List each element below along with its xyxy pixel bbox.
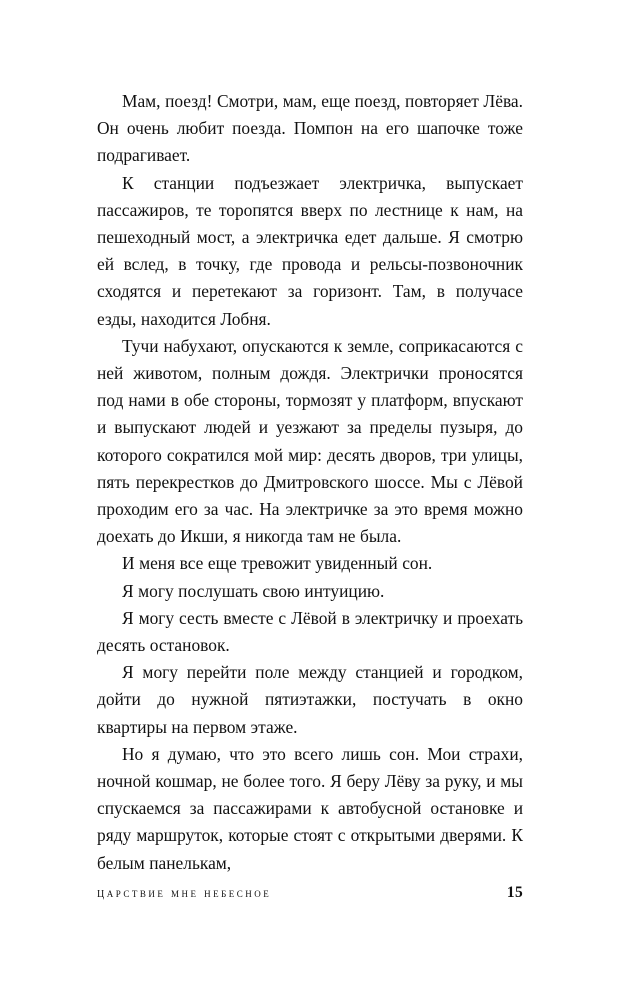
body-paragraph: Мам, поезд! Смотри, мам, еще поезд, повторяет Лёва. Он очень любит поезда. Помпон на его шапочке тоже подрагивает. — [97, 91, 523, 166]
body-paragraph: К станции подъезжает электричка, выпускает пассажиров, те торопятся вверх по лестнице к нам, на пешеходный мост, а электричка едет дальше. Я смотрю ей вслед, в точку, где провода и рельсы-позвоночник сходятся и перетекают за горизонт. Там, в получасе езды, находится Лобня. — [97, 172, 523, 329]
running-head: царствие мне небесное — [97, 885, 272, 901]
page-footer — [97, 884, 523, 902]
body-paragraph: Тучи набухают, опускаются к земле, соприкасаются с ней животом, полным дождя. Электрички проносятся под нами в обе стороны, тормозят у платформ, впускают и выпускают людей и уезжают за пределы пузыря, до которого сократился мой мир: десять дворов, три улицы, пять перекрестков до Дмитровского шоссе. Мы с Лёвой проходим его за час. На электричке за это время можно доехать до Икши, я никогда там не была. — [97, 335, 523, 547]
page-text-block — [97, 88, 523, 877]
body-paragraph: Но я думаю, что это всего лишь сон. Мои страхи, ночной кошмар, не более того. Я беру Лёву за руку, и мы спускаемся за пассажирами к автобусной остановке и ряду маршруток, которые стоят с открытыми дверями. К белым панелькам, — [97, 743, 523, 873]
body-paragraph: И меня все еще тревожит увиденный сон. — [122, 553, 433, 574]
body-paragraph: Я могу перейти поле между станцией и городком, дойти до нужной пятиэтажки, постучать в окно квартиры на первом этаже. — [97, 662, 523, 737]
body-paragraph: Я могу послушать свою интуицию. — [122, 580, 385, 601]
body-paragraph: Я могу сесть вместе с Лёвой в электричку и проехать десять остановок. — [97, 607, 523, 656]
page-number: 15 — [506, 884, 523, 901]
